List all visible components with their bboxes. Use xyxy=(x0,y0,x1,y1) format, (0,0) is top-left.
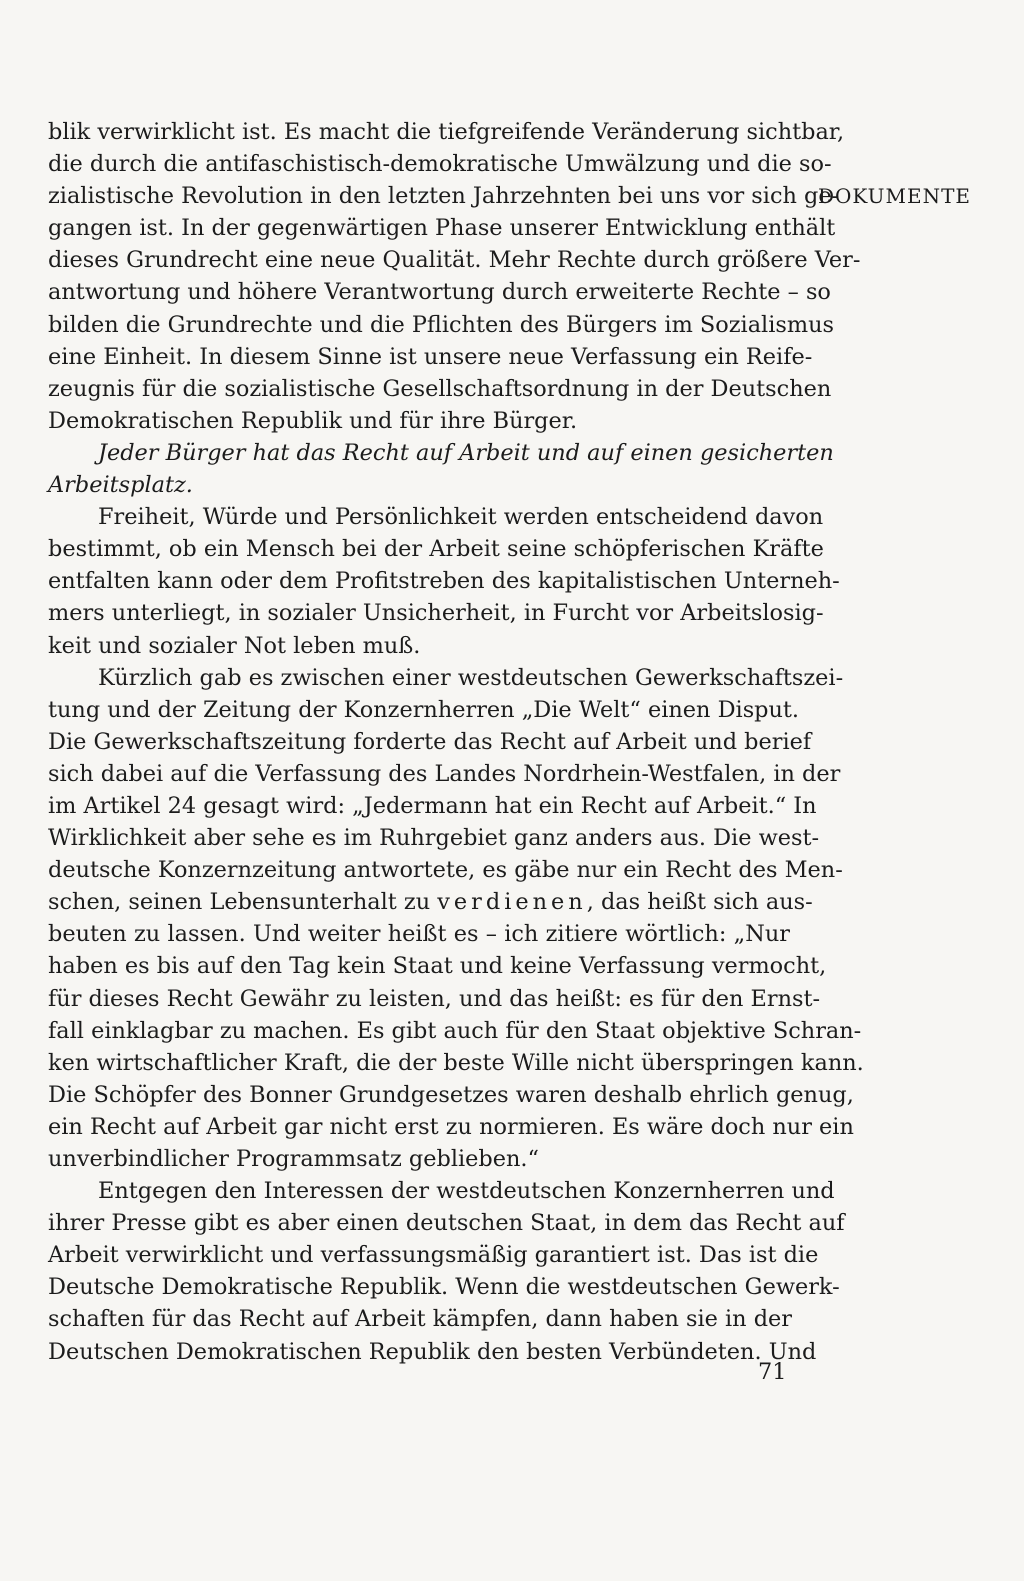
text-line: dieses Grundrecht eine neue Qualität. Mehr Rechte durch größere Ver- xyxy=(48,247,861,274)
italic-heading-line: Jeder Bürger hat das Recht auf Arbeit und auf einen gesicherten xyxy=(98,439,834,466)
text-line: Freiheit, Würde und Persönlichkeit werden entscheidend davon xyxy=(98,504,824,531)
text-line: mers unterliegt, in sozialer Unsicherheit, in Furcht vor Arbeitslosig- xyxy=(48,600,824,627)
text-line: Kürzlich gab es zwischen einer westdeutschen Gewerkschaftszei- xyxy=(98,664,844,691)
text-line: Deutsche Demokratische Republik. Wenn die westdeutschen Gewerk- xyxy=(48,1274,840,1301)
text-line-with-spaced-word xyxy=(48,886,813,918)
text-line: zeugnis für die sozialistische Gesellschaftsordnung in der Deutschen xyxy=(48,375,832,402)
text-line: zialistische Revolution in den letzten Jahrzehnten bei uns vor sich ge- xyxy=(48,183,840,210)
text-line: beuten zu lassen. Und weiter heißt es – ich zitiere wörtlich: „Nur xyxy=(48,921,790,948)
text-line: Arbeit verwirklicht und verfassungsmäßig garantiert ist. Das ist die xyxy=(48,1242,819,1269)
line-start: schen, seinen Lebensunterhalt zu xyxy=(48,889,438,916)
text-line: deutsche Konzernzeitung antwortete, es gäbe nur ein Recht des Men- xyxy=(48,857,843,884)
text-line: ken wirtschaftlicher Kraft, die der beste Wille nicht überspringen kann. xyxy=(48,1049,864,1076)
text-line: Deutschen Demokratischen Republik den besten Verbündeten. Und xyxy=(48,1338,817,1365)
text-line: sich dabei auf die Verfassung des Landes Nordrhein-Westfalen, in der xyxy=(48,760,841,787)
text-line: Entgegen den Interessen der westdeutschen Konzernherren und xyxy=(98,1178,835,1205)
text-line: tung und der Zeitung der Konzernherren „Die Welt“ einen Disput. xyxy=(48,696,800,723)
text-line: bestimmt, ob ein Mensch bei der Arbeit seine schöpferischen Kräfte xyxy=(48,536,824,563)
text-line: Die Schöpfer des Bonner Grundgesetzes waren deshalb ehrlich genug, xyxy=(48,1081,854,1108)
text-line: antwortung und höhere Verantwortung durch erweiterte Rechte – so xyxy=(48,279,831,306)
body-text xyxy=(48,116,864,1368)
text-line: für dieses Recht Gewähr zu leisten, und das heißt: es für den Ernst- xyxy=(48,985,821,1012)
text-line: blik verwirklicht ist. Es macht die tiefgreifende Veränderung sichtbar, xyxy=(48,119,845,145)
text-line: Wirklichkeit aber sehe es im Ruhrgebiet ganz anders aus. Die west- xyxy=(48,825,820,852)
text-line: Die Gewerkschaftszeitung forderte das Recht auf Arbeit und berief xyxy=(48,728,812,755)
margin-label: DOKUMENTE xyxy=(818,184,972,208)
text-line: bilden die Grundrechte und die Pflichten des Bürgers im Sozialismus xyxy=(48,311,835,338)
text-line: ein Recht auf Arbeit gar nicht erst zu normieren. Es wäre doch nur ein xyxy=(48,1113,854,1140)
text-line: im Artikel 24 gesagt wird: „Jedermann hat ein Recht auf Arbeit.“ In xyxy=(48,792,817,819)
page-number: 71 xyxy=(758,1359,787,1385)
spaced-emphasis: verdienen xyxy=(437,889,587,916)
text-line: die durch die antifaschistisch-demokratische Umwälzung und die so- xyxy=(48,151,832,178)
text-line: ihrer Presse gibt es aber einen deutschen Staat, in dem das Recht auf xyxy=(48,1210,845,1237)
text-line: schaften für das Recht auf Arbeit kämpfen, dann haben sie in der xyxy=(48,1306,792,1333)
text-line: unverbindlicher Programmsatz geblieben.“ xyxy=(48,1146,539,1172)
line-end: , das heißt sich aus- xyxy=(586,889,813,916)
text-line: haben es bis auf den Tag kein Staat und keine Verfassung vermocht, xyxy=(48,953,827,980)
text-line: Demokratischen Republik und für ihre Bürger. xyxy=(48,407,578,434)
text-line: gangen ist. In der gegenwärtigen Phase unserer Entwicklung enthält xyxy=(48,215,836,242)
text-line: eine Einheit. In diesem Sinne ist unsere neue Verfassung ein Reife- xyxy=(48,343,813,370)
italic-heading-line: Arbeitsplatz. xyxy=(48,472,193,499)
text-line: fall einklagbar zu machen. Es gibt auch für den Staat objektive Schran- xyxy=(48,1017,862,1044)
text-line: keit und sozialer Not leben muß. xyxy=(48,632,421,659)
text-line: entfalten kann oder dem Profitstreben des kapitalistischen Unterneh- xyxy=(48,568,840,595)
